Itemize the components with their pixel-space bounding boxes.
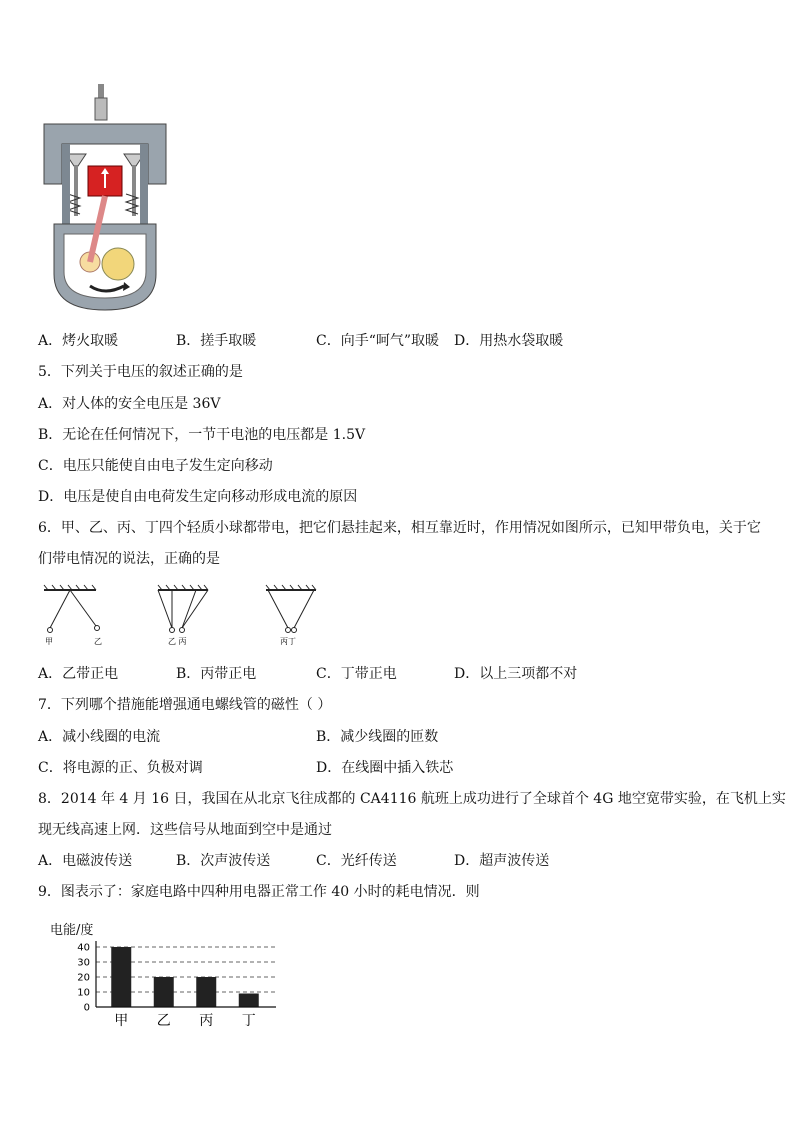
engine-diagram (40, 84, 170, 314)
q6-option-a: A．乙带正电 (38, 666, 119, 682)
bar-2 (196, 977, 216, 1007)
xtick-label: 乙 (156, 1013, 171, 1029)
pendulum-group-2 (158, 585, 208, 646)
q7-option-a: A．减小线圈的电流 (38, 729, 161, 745)
q7-option-d: D．在线圈中插入铁芯 (316, 760, 454, 776)
q8-option-c: C．光纤传送 (316, 853, 397, 869)
q8-stem-line2: 现无线高速上网．这些信号从地面到空中是通过 (38, 822, 332, 838)
pendulum-group-1 (44, 585, 102, 646)
q4-option-b: B．搓手取暖 (176, 333, 257, 349)
q6-option-d: D．以上三项都不对 (454, 666, 578, 682)
chart-ylabel: 电能/度 (50, 923, 94, 938)
label-jia: 甲 (45, 637, 53, 646)
label-yi: 乙 (94, 637, 102, 646)
xtick-label: 甲 (114, 1013, 129, 1029)
bar-3 (239, 994, 259, 1008)
xtick-label: 丁 (241, 1013, 256, 1029)
q4-option-a: A．烤火取暖 (38, 333, 119, 349)
bar-0 (111, 947, 131, 1007)
pendulum-group-3 (266, 585, 316, 646)
q5-stem: 5．下列关于电压的叙述正确的是 (38, 364, 243, 380)
q5-option-b: B．无论在任何情况下，一节干电池的电压都是 1.5V (38, 427, 366, 443)
label-bing-ding: 丙丁 (280, 637, 296, 646)
ytick-label: 20 (77, 972, 90, 984)
q6-option-c: C．丁带正电 (316, 666, 397, 682)
label-yi-bing: 乙 丙 (168, 637, 187, 646)
q8-option-d: D．超声波传送 (454, 853, 550, 869)
q8-stem-line1: 8．2014 年 4 月 16 日，我国在从北京飞往成都的 CA4116 航班上成功进行了全球首个 4G 地空宽带实验，在飞机上实 (38, 791, 786, 807)
q7-stem: 7．下列哪个措施能增强通电螺线管的磁性（ ） (38, 697, 332, 713)
pendulum-figure (40, 584, 330, 650)
ytick-label: 0 (83, 1002, 90, 1014)
q7-option-c: C．将电源的正、负极对调 (38, 760, 203, 776)
q5-option-d: D．电压是使自由电荷发生定向移动形成电流的原因 (38, 489, 358, 505)
q7-option-b: B．减少线圈的匝数 (316, 729, 439, 745)
q8-option-b: B．次声波传送 (176, 853, 271, 869)
ytick-label: 10 (77, 987, 90, 999)
q6-stem-line1: 6．甲、乙、丙、丁四个轻质小球都带电，把它们悬挂起来，相互靠近时，作用情况如图所示，已知甲带负电，关于它 (38, 520, 761, 536)
q5-option-c: C．电压只能使自由电子发生定向移动 (38, 458, 273, 474)
ytick-label: 30 (77, 957, 90, 969)
q8-option-a: A．电磁波传送 (38, 853, 133, 869)
xtick-label: 丙 (199, 1013, 214, 1029)
bar-1 (154, 977, 174, 1007)
q5-option-a: A．对人体的安全电压是 36V (38, 396, 221, 412)
q6-stem-line2: 们带电情况的说法，正确的是 (38, 551, 220, 567)
q9-stem: 9．图表示了：家庭电路中四种用电器正常工作 40 小时的耗电情况．则 (38, 884, 480, 900)
ytick-label: 40 (77, 942, 90, 954)
q6-option-b: B．丙带正电 (176, 666, 257, 682)
energy-bar-chart (40, 912, 290, 1032)
q4-option-c: C．向手“呵气”取暖 (316, 333, 440, 349)
q4-option-d: D．用热水袋取暖 (454, 333, 564, 349)
